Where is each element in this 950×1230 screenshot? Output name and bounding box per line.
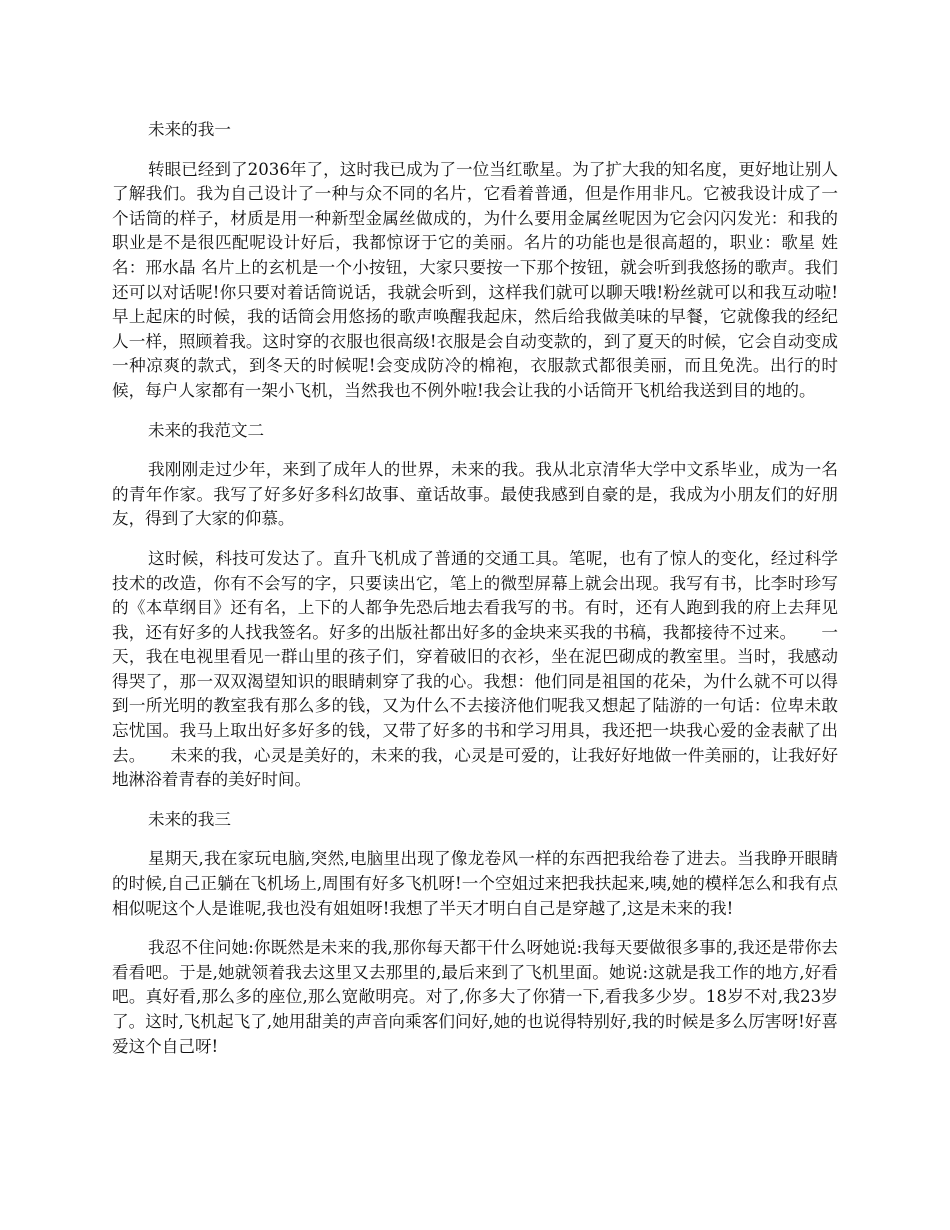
section-title: 未来的我三: [148, 809, 231, 829]
section-2: [112, 419, 838, 793]
paragraph: 这时候，科技可发达了。直升飞机成了普通的交通工具。笔呢，也有了惊人的变化，经过科学技术的改造，你有不会写的字，只要读出它，笔上的微型屏幕上就会出现。我写有书，比李时珍写的《本草纲目》还有名，上下的人都争先恐后地去看我写的书。有时，还有人跑到我的府上去拜见我，还有好多的人找我签名。好多的出版社都出好多的金块来买我的书稿，我都接待不过来。 一天，我在电视里看见一群山里的孩子们，穿着破旧的衣衫，坐在泥巴砌成的教室里。当时，我感动得哭了，那一双双渴望知识的眼睛刺穿了我的心。我想：他们同是祖国的花朵，为什么就不可以得到一所光明的教室我有那么多的钱，又为什么不去接济他们呢我又想起了陆游的一句话：位卑未敢忘忧国。我马上取出好多好多的钱，又带了好多的书和学习用具，我还把一块我心爱的金表献了出去。 未来的我，心灵是美好的，未来的我，心灵是可爱的，让我好好地做一件美丽的，让我好好地淋浴着青春的美好时间。: [112, 548, 838, 790]
paragraph: 我刚刚走过少年，来到了成年人的世界，未来的我。我从北京清华大学中文系毕业，成为一名的青年作家。我写了好多好多科幻故事、童话故事。最使我感到自豪的是，我成为小朋友们的好朋友，得到了大家的仰慕。: [112, 460, 838, 529]
paragraph: 我忍不住问她:你既然是未来的我,那你每天都干什么呀她说:我每天要做很多事的,我还是带你去看看吧。于是,她就领着我去这里又去那里的,最后来到了飞机里面。她说:这就是我工作的地方,好看吧。真好看,那么多的座位,那么宽敞明亮。对了,你多大了你猜一下,看我多少岁。18岁不对,我23岁了。这时,飞机起飞了,她用甜美的声音向乘客们问好,她的也说得特别好,我的时候是多么厉害呀!好喜爱这个自己呀!: [112, 938, 838, 1056]
section-1: [112, 118, 872, 404]
section-title: 未来的我一: [148, 120, 231, 139]
section-3: [112, 808, 838, 1059]
paragraph: 转眼已经到了2036年了，这时我已成为了一位当红歌星。为了扩大我的知名度，更好地让别人了解我们。我为自己设计了一种与众不同的名片，它看着普通，但是作用非凡。它被我设计成了一个话筒的样子，材质是用一种新型金属丝做成的，为什么要用金属丝呢因为它会闪闪发光：和我的职业是不是很匹配呢设计好后，我都惊讶于它的美丽。名片的功能也是很高超的，职业：歌星 姓名：邢水晶 名片上的玄机是一个小按钮，大家只要按一下那个按钮，就会听到我悠扬的歌声。我们还可以对话呢!你只要对着话筒说话，我就会听到，这样我们就可以聊天哦!粉丝就可以和我互动啦! 早上起床的时候，我的话筒会用悠扬的歌声唤醒我起床，然后给我做美味的早餐，它就像我的经纪人一样，照顾着我。这时穿的衣服也很高级!衣服是会自动变款的，到了夏天的时候，它会自动变成一种凉爽的款式，到冬天的时候呢!会变成防冷的棉袍，衣服款式都很美丽，而且免洗。出行的时候，每户人家都有一架小飞机，当然我也不例外啦!我会让我的小话筒开飞机给我送到目的地的。: [112, 159, 872, 400]
section-title: 未来的我范文二: [148, 420, 265, 440]
document-page: [112, 118, 872, 1074]
paragraph: 星期天,我在家玩电脑,突然,电脑里出现了像龙卷风一样的东西把我给卷了进去。当我睁开眼睛的时候,自己正躺在飞机场上,周围有好多飞机呀!一个空姐过来把我扶起来,咦,她的模样怎么和我有点相似呢这个人是谁呢,我也没有姐姐呀!我想了半天才明白自己是穿越了,这是未来的我!: [112, 849, 838, 918]
